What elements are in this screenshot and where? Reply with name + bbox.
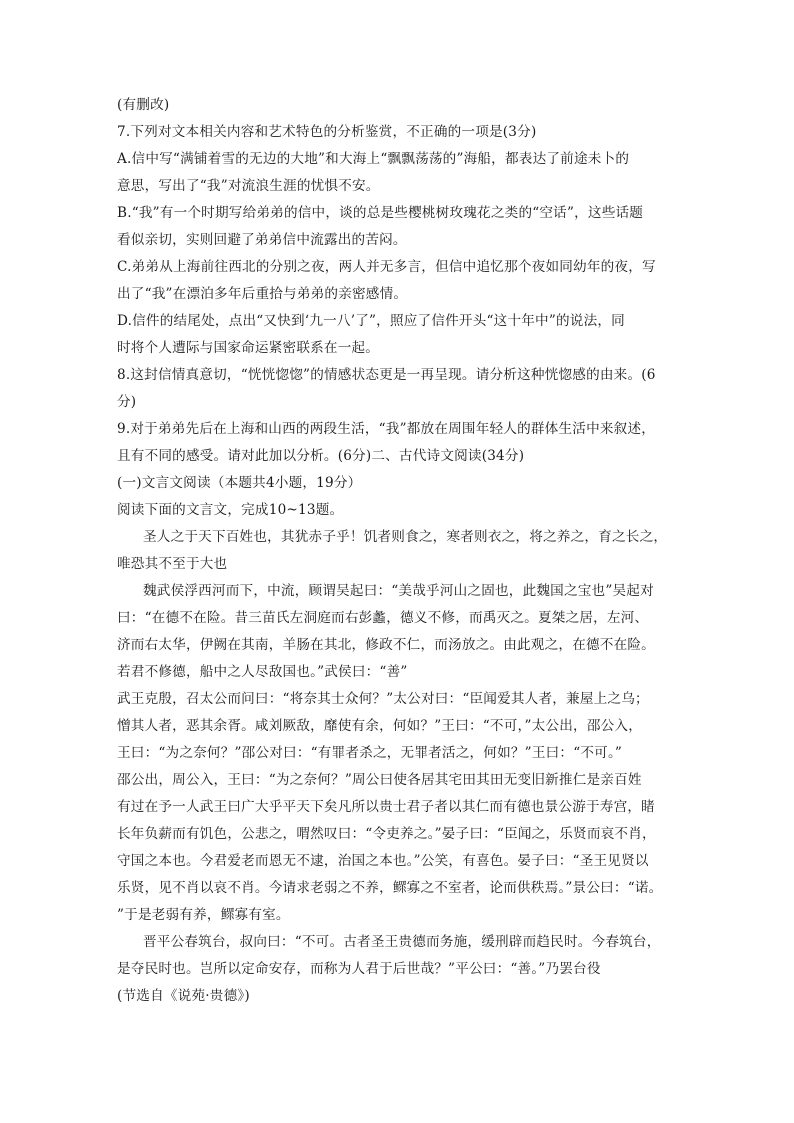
section-instruction: 阅读下面的文言文，完成10~13题。	[117, 502, 344, 518]
question-7-option-d-cont: 时将个人遭际与国家命运紧密联系在一起。	[117, 340, 380, 356]
question-7-option-c-cont: 出了“我”在漂泊多年后重拾与弟弟的亲密感情。	[117, 286, 408, 302]
question-8-cont: 分)	[117, 394, 137, 410]
document-page	[117, 92, 677, 1010]
passage-paragraph-1: 圣人之于天下百姓也，其犹赤子乎！饥者则食之，寒者则衣之，将之养之，育之长之，	[143, 529, 668, 545]
question-7-option-a: A.信中写“满铺着雪的无边的大地”和大海上“飘飘荡荡的”海船，都表达了前途未卜的	[117, 151, 630, 167]
passage-paragraph-2-cont: 曰：“在德不在险。昔三苗氏左洞庭而右彭蠡，德义不修，而禹灭之。夏桀之居，左河、	[117, 610, 649, 626]
passage-paragraph-2-cont: 若君不修德，船中之人尽敌国也。”武侯曰：“善”	[117, 664, 408, 680]
question-7-option-a-cont: 意思，写出了“我”对流浪生涯的忧惧不安。	[117, 178, 380, 194]
passage-paragraph-3-cont: 憎其人者，恶其余胥。咸刘厥敌，靡使有余，何如？”王曰：“不可，”太公出，邵公入，	[117, 718, 643, 734]
passage-paragraph-3-cont: 王曰：“为之奈何？”邵公对曰：“有罪者杀之，无罪者活之，何如？”王曰：“不可。”	[117, 745, 623, 761]
passage-paragraph-3-cont: ”于是老弱有养，鳏寡有室。	[117, 907, 290, 923]
passage-paragraph-3-cont: 长年负薪而有饥色，公悲之，喟然叹曰：“令吏养之。”晏子曰：“臣闻之，乐贤而哀不肖，	[117, 826, 656, 842]
question-9: 9.对于弟弟先后在上海和山西的两段生活，“我”都放在周围年轻人的群体生活中来叙述，	[117, 421, 656, 437]
question-7-option-c: C.弟弟从上海前往西北的分别之夜，两人并无多言，但信中追忆那个夜如同幼年的夜，写	[117, 259, 656, 275]
passage-paragraph-3-cont: 守国之本也。今君爱老而恩无不逮，治国之本也。”公笑，有喜色。晏子曰：“圣王见贤以	[117, 853, 649, 869]
question-8: 8.这封信情真意切，“恍恍惚惚”的情感状态更是一再呈现。请分析这种恍惚感的由来。(6	[117, 367, 656, 383]
passage-paragraph-4-cont: 是夺民时也。岂所以定命安存，而称为人君于后世哉？”平公曰：“善。”乃罢台役	[117, 961, 601, 977]
passage-paragraph-2-cont: 济而右太华，伊阙在其南，羊肠在其北，修政不仁，而汤放之。由此观之，在德不在险。	[117, 637, 655, 653]
passage-paragraph-1-cont: 唯恐其不至于大也	[117, 556, 228, 572]
passage-paragraph-2: 魏武侯浮西河而下，中流，顾谓吴起曰：“美哉乎河山之固也，此魏国之宝也”吴起对	[143, 583, 654, 599]
passage-paragraph-3-cont: 有过在予一人武王曰广大乎平天下矣凡所以贵士君子者以其仁而有德也景公游于寿宫，睹	[117, 799, 655, 815]
section-heading: (一)文言文阅读（本题共4小题，19分）	[117, 475, 362, 491]
question-7-option-b: B.“我”有一个时期写给弟弟的信中，谈的总是些樱桃树玫瑰花之类的“空话”，这些话题	[117, 205, 644, 221]
question-7-option-d: D.信件的结尾处，点出“又快到‘九一八’了”，照应了信件开头“这十年中”的说法，同	[117, 313, 625, 329]
passage-paragraph-3: 武王克殷，召太公而问曰：“将奈其士众何？”太公对曰：“臣闻爱其人者，兼屋上之乌；	[117, 691, 649, 707]
passage-paragraph-4: 晋平公春筑台，叔向曰：“不可。古者圣王贵德而务施，缓刑辟而趋民时。今春筑台，	[143, 934, 661, 950]
question-7-option-b-cont: 看似亲切，实则回避了弟弟信中流露出的苦闷。	[117, 232, 407, 248]
passage-paragraph-3-cont: 邵公出，周公入，王曰：“为之奈何？”周公曰使各居其宅田其田无变旧新推仁是亲百姓	[117, 772, 642, 788]
question-9-cont: 且有不同的感受。请对此加以分析。(6分)二、古代诗文阅读(34分)	[117, 448, 525, 464]
question-7-stem: 7.下列对文本相关内容和艺术特色的分析鉴赏，不正确的一项是(3分)	[117, 124, 537, 140]
citation: (节选自《说苑·贵德》)	[117, 988, 250, 1004]
passage-paragraph-3-cont: 乐贤，见不肖以哀不肖。今请求老弱之不养，鳏寡之不室者，论而供秩焉。”景公曰：“诺。	[117, 880, 663, 896]
source-note: (有删改)	[117, 97, 170, 113]
